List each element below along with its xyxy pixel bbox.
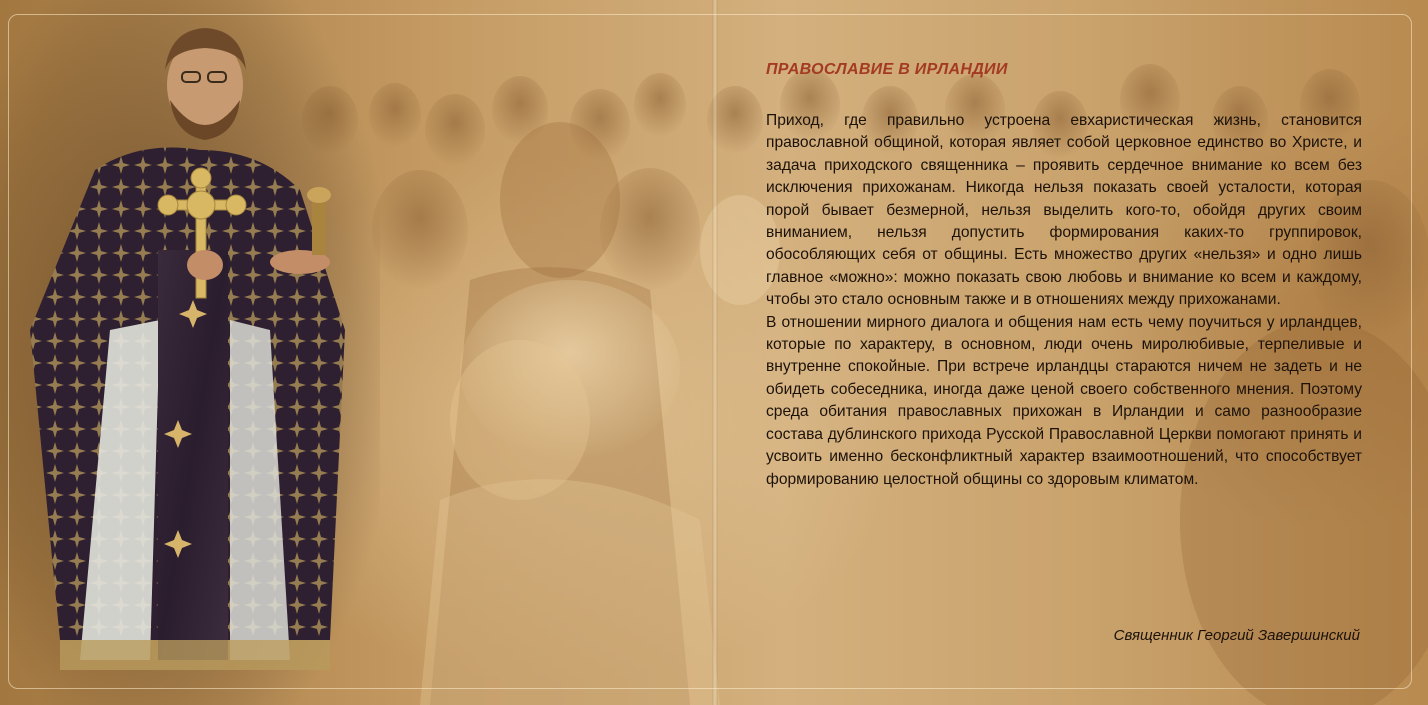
article-paragraph: В отношении мирного диалога и общения нам есть чему поучиться у ирландцев, которые по характеру, в основном, люди очень миролюбивые, терпеливые и внутренне спокойные. При встрече ирландцы стараются ничем не задеть и не обидеть собеседника, иногда даже ценой своего собственного мнения. Поэтому среда обитания православных прихожан в Ирландии и само разнообразие состава дублинского прихода Русской Православной Церкви помогают принять и усвоить именно бесконфликтный характер взаимоотношений, что способствует формированию целостной общины со здоровым климатом. [766,313,1362,488]
article-heading: ПРАВОСЛАВИЕ В ИРЛАНДИИ [766,61,1008,78]
author-signature: Священник Георгий Завершинский [1113,627,1360,644]
article-body [766,110,1362,491]
article-paragraph: Приход, где правильно устроена евхаристическая жизнь, становится православной общиной, которая являет собой церковное единство во Христе, и задача приходского священника – проявить сердечное внимание ко всем без исключения прихожанам. Никогда нельзя показать своей усталости, которая порой бывает безмерной, нельзя выделить кого-то, обойдя других своим вниманием, нельзя допустить формирования каких-то группировок, обособляющих себя от общины. Есть множество других «нельзя» и одно лишь главное «можно»: можно показать свою любовь и внимание ко всем и каждому, чтобы это стало основным также и в отношениях между прихожанами. [766,112,1362,309]
article-text-panel [766,60,1362,491]
